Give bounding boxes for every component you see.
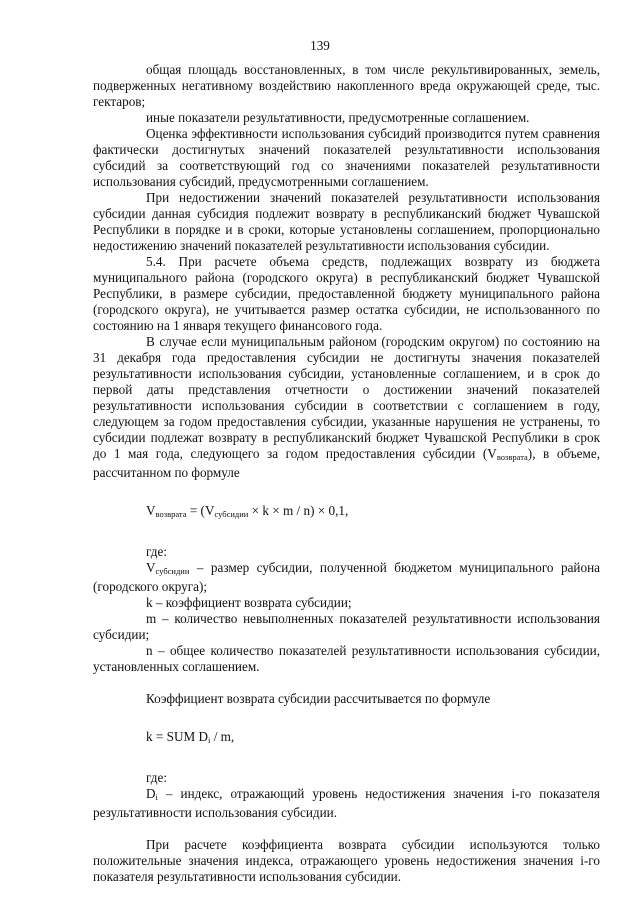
where-label-2: где:	[146, 770, 167, 785]
paragraph-efficiency-assessment: Оценка эффективности использования субсидий производится путем сравнения фактически достигнутых значений показателей результативности использования субсидий за соответствующий год со значениями показателей результативности использования субсидий, предусмотренными соглашением.	[93, 126, 600, 189]
definition-v-subsidy: $V_{субсидии}$ – размер субсидии, полученной бюджетом муниципального района (городского округа);	[93, 560, 600, 594]
formula-coefficient: k = SUM $D_i$ / m,	[146, 729, 235, 745]
paragraph-other-indicators: иные показатели результативности, предусмотренные соглашением.	[146, 110, 530, 125]
paragraph-non-achievement: При недостижении значений показателей результативности использования субсидии данная субсидия подлежит возврату в республиканский бюджет Чувашской Республики в порядке и в сроки, которые установлены соглашением, пропорционально недостижению значений показателей результативности использования субсидии.	[93, 190, 600, 253]
formula-return-volume: $V_{возврата}$ = (Vсубсидии × k × m / n) × 0,1,	[146, 503, 349, 519]
definition-m: m – количество невыполненных показателей результативности использования субсидии;	[93, 611, 600, 642]
page-number: 139	[310, 38, 330, 53]
definition-di: $D_i$ – индекс, отражающий уровень недостижения значения i-го показателя результативности использования субсидии.	[93, 786, 600, 820]
definition-k: k – коэффициент возврата субсидии;	[146, 595, 352, 610]
definition-n: n – общее количество показателей результативности использования субсидии, установленных соглашением.	[93, 643, 600, 674]
paragraph-section-5-4: 5.4. При расчете объема средств, подлежащих возврату из бюджета муниципального района (городского округа) в республиканский бюджет Чувашской Республики, в размере субсидии, предоставленной бюджету муниципального района (городского округа), не учитывается размер остатка субсидии, не использованного по состоянию на 1 января текущего финансового года.	[93, 254, 600, 333]
paragraph-coefficient-formula: Коэффициент возврата субсидии рассчитывается по формуле	[146, 691, 491, 706]
paragraph-positive-values: При расчете коэффициента возврата субсидии используются только положительные значения индекса, отражающего уровень недостижения значения i-го показателя результативности использования субсидии.	[93, 837, 600, 884]
where-label-1: где:	[146, 544, 167, 559]
paragraph-restored-area: общая площадь восстановленных, в том числе рекультивированных, земель, подверженных негативному воздействию накопленного вреда окружающей среде, тыс. гектаров;	[93, 62, 600, 109]
paragraph-return-conditions: В случае если муниципальным районом (городским округом) по состоянию на 31 декабря года предоставления субсидии не достигнуты значения показателей результативности использования субсидии, установленные соглашением, и в срок до первой даты представления отчетности о достижении значений показателей результативности использования субсидии в соответствии с соглашением в году, следующем за годом предоставления субсидии, указанные нарушения не устранены, то субсидии подлежат возврату в республиканский бюджет Чувашской Республики в срок до 1 мая года, следующего за годом предоставления субсидии $(V_{возврата})$, в объеме, рассчитанном по формуле	[93, 334, 600, 480]
document-body	[93, 62, 600, 885]
